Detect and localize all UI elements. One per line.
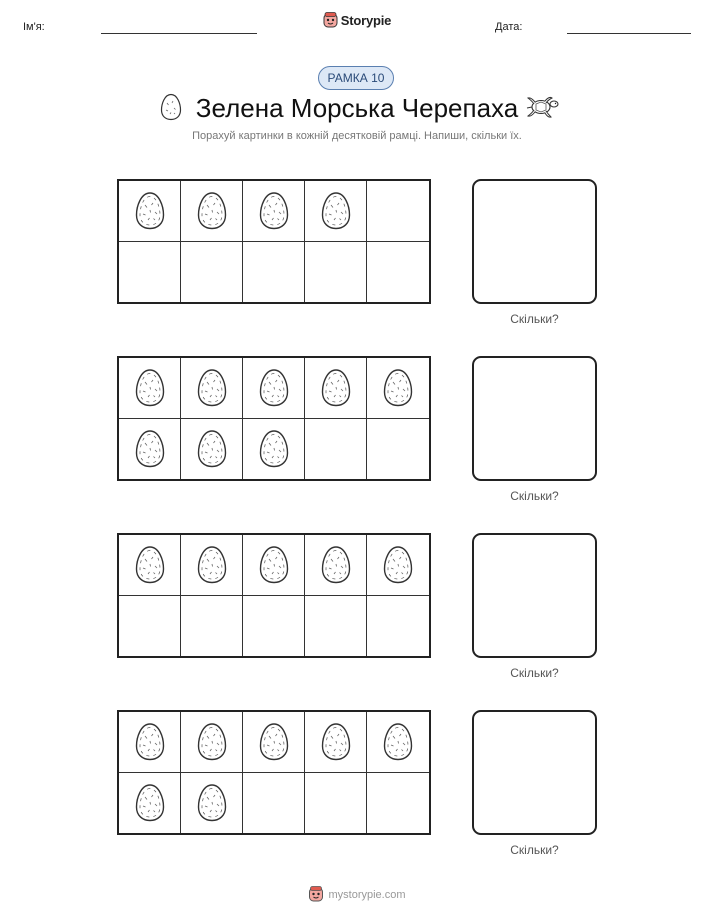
answer-box[interactable] <box>472 533 597 658</box>
egg-icon <box>196 783 228 823</box>
ten-frame-cell <box>305 358 367 419</box>
name-line[interactable] <box>101 33 257 34</box>
date-label: Дата: <box>495 21 523 33</box>
brand-logo <box>0 12 714 29</box>
ten-frame-cell <box>181 773 243 834</box>
how-many-label: Скільки? <box>510 489 559 503</box>
frame-type-badge: РАМКА 10 <box>318 66 394 90</box>
date-line[interactable] <box>567 33 691 34</box>
egg-icon <box>382 545 414 585</box>
ten-frame-cell <box>243 535 305 596</box>
ten-frame-cell <box>181 181 243 242</box>
how-many-label: Скільки? <box>510 312 559 326</box>
ten-frame-cell <box>119 535 181 596</box>
egg-icon <box>258 722 290 762</box>
footer-site: mystorypie.com <box>328 888 406 901</box>
egg-icon <box>196 545 228 585</box>
egg-icon <box>382 368 414 408</box>
ten-frame-cell <box>243 419 305 480</box>
egg-icon <box>258 429 290 469</box>
egg-icon <box>134 722 166 762</box>
ten-frame-cell <box>181 596 243 657</box>
egg-icon <box>320 191 352 231</box>
ten-frame-cell <box>119 419 181 480</box>
how-many-label: Скільки? <box>510 666 559 680</box>
ten-frame <box>117 533 431 658</box>
answer-box[interactable] <box>472 356 597 481</box>
ten-frame-cell <box>119 242 181 303</box>
egg-icon <box>320 545 352 585</box>
instructions: Порахуй картинки в кожній десятковій рамці. Напиши, скільки їх. <box>192 130 522 142</box>
egg-icon <box>134 783 166 823</box>
ten-frame-cell <box>367 596 429 657</box>
ten-frame-cell <box>367 181 429 242</box>
ten-frame-cell <box>367 773 429 834</box>
ten-frame-cell <box>119 358 181 419</box>
ten-frame-cell <box>305 535 367 596</box>
ten-frame-cell <box>305 596 367 657</box>
egg-icon <box>196 722 228 762</box>
ten-frame-cell <box>305 419 367 480</box>
name-label: Ім'я: <box>23 21 45 33</box>
ten-frame-cell <box>243 358 305 419</box>
egg-icon <box>134 429 166 469</box>
ten-frame-cell <box>243 181 305 242</box>
ten-frame-cell <box>119 773 181 834</box>
egg-icon <box>320 368 352 408</box>
sea-turtle-icon <box>526 95 560 119</box>
ten-frame-cell <box>243 242 305 303</box>
answer-box[interactable] <box>472 179 597 304</box>
ten-frame <box>117 710 431 835</box>
egg-icon <box>134 545 166 585</box>
egg-icon <box>196 368 228 408</box>
ten-frame <box>117 356 431 481</box>
ten-frame-cell <box>367 242 429 303</box>
ten-frame-cell <box>305 242 367 303</box>
egg-icon <box>196 191 228 231</box>
ten-frame-cell <box>243 596 305 657</box>
ten-frame-cell <box>305 773 367 834</box>
ten-frame-cell <box>119 712 181 773</box>
ten-frame-cell <box>305 181 367 242</box>
egg-icon <box>320 722 352 762</box>
egg-icon <box>134 368 166 408</box>
egg-icon <box>258 368 290 408</box>
ten-frame-cell <box>367 535 429 596</box>
egg-icon <box>382 722 414 762</box>
ten-frame-cell <box>367 358 429 419</box>
egg-icon <box>134 191 166 231</box>
ten-frame-cell <box>305 712 367 773</box>
ten-frame-cell <box>181 358 243 419</box>
ten-frame <box>117 179 431 304</box>
storypie-mascot-icon <box>308 886 324 903</box>
answer-box[interactable] <box>472 710 597 835</box>
ten-frame-cell <box>119 181 181 242</box>
egg-icon <box>258 545 290 585</box>
brand-name: Storypie <box>340 13 392 28</box>
ten-frame-cell <box>181 712 243 773</box>
egg-icon <box>196 429 228 469</box>
ten-frame-cell <box>243 773 305 834</box>
ten-frame-cell <box>243 712 305 773</box>
footer <box>0 886 714 903</box>
ten-frame-cell <box>119 596 181 657</box>
ten-frame-cell <box>181 419 243 480</box>
ten-frame-cell <box>181 242 243 303</box>
egg-icon <box>258 191 290 231</box>
ten-frame-cell <box>367 712 429 773</box>
page-title: Зелена Морська Черепаха <box>195 93 519 123</box>
storypie-mascot-icon <box>323 12 338 29</box>
how-many-label: Скільки? <box>510 843 559 857</box>
ten-frame-cell <box>367 419 429 480</box>
ten-frame-cell <box>181 535 243 596</box>
